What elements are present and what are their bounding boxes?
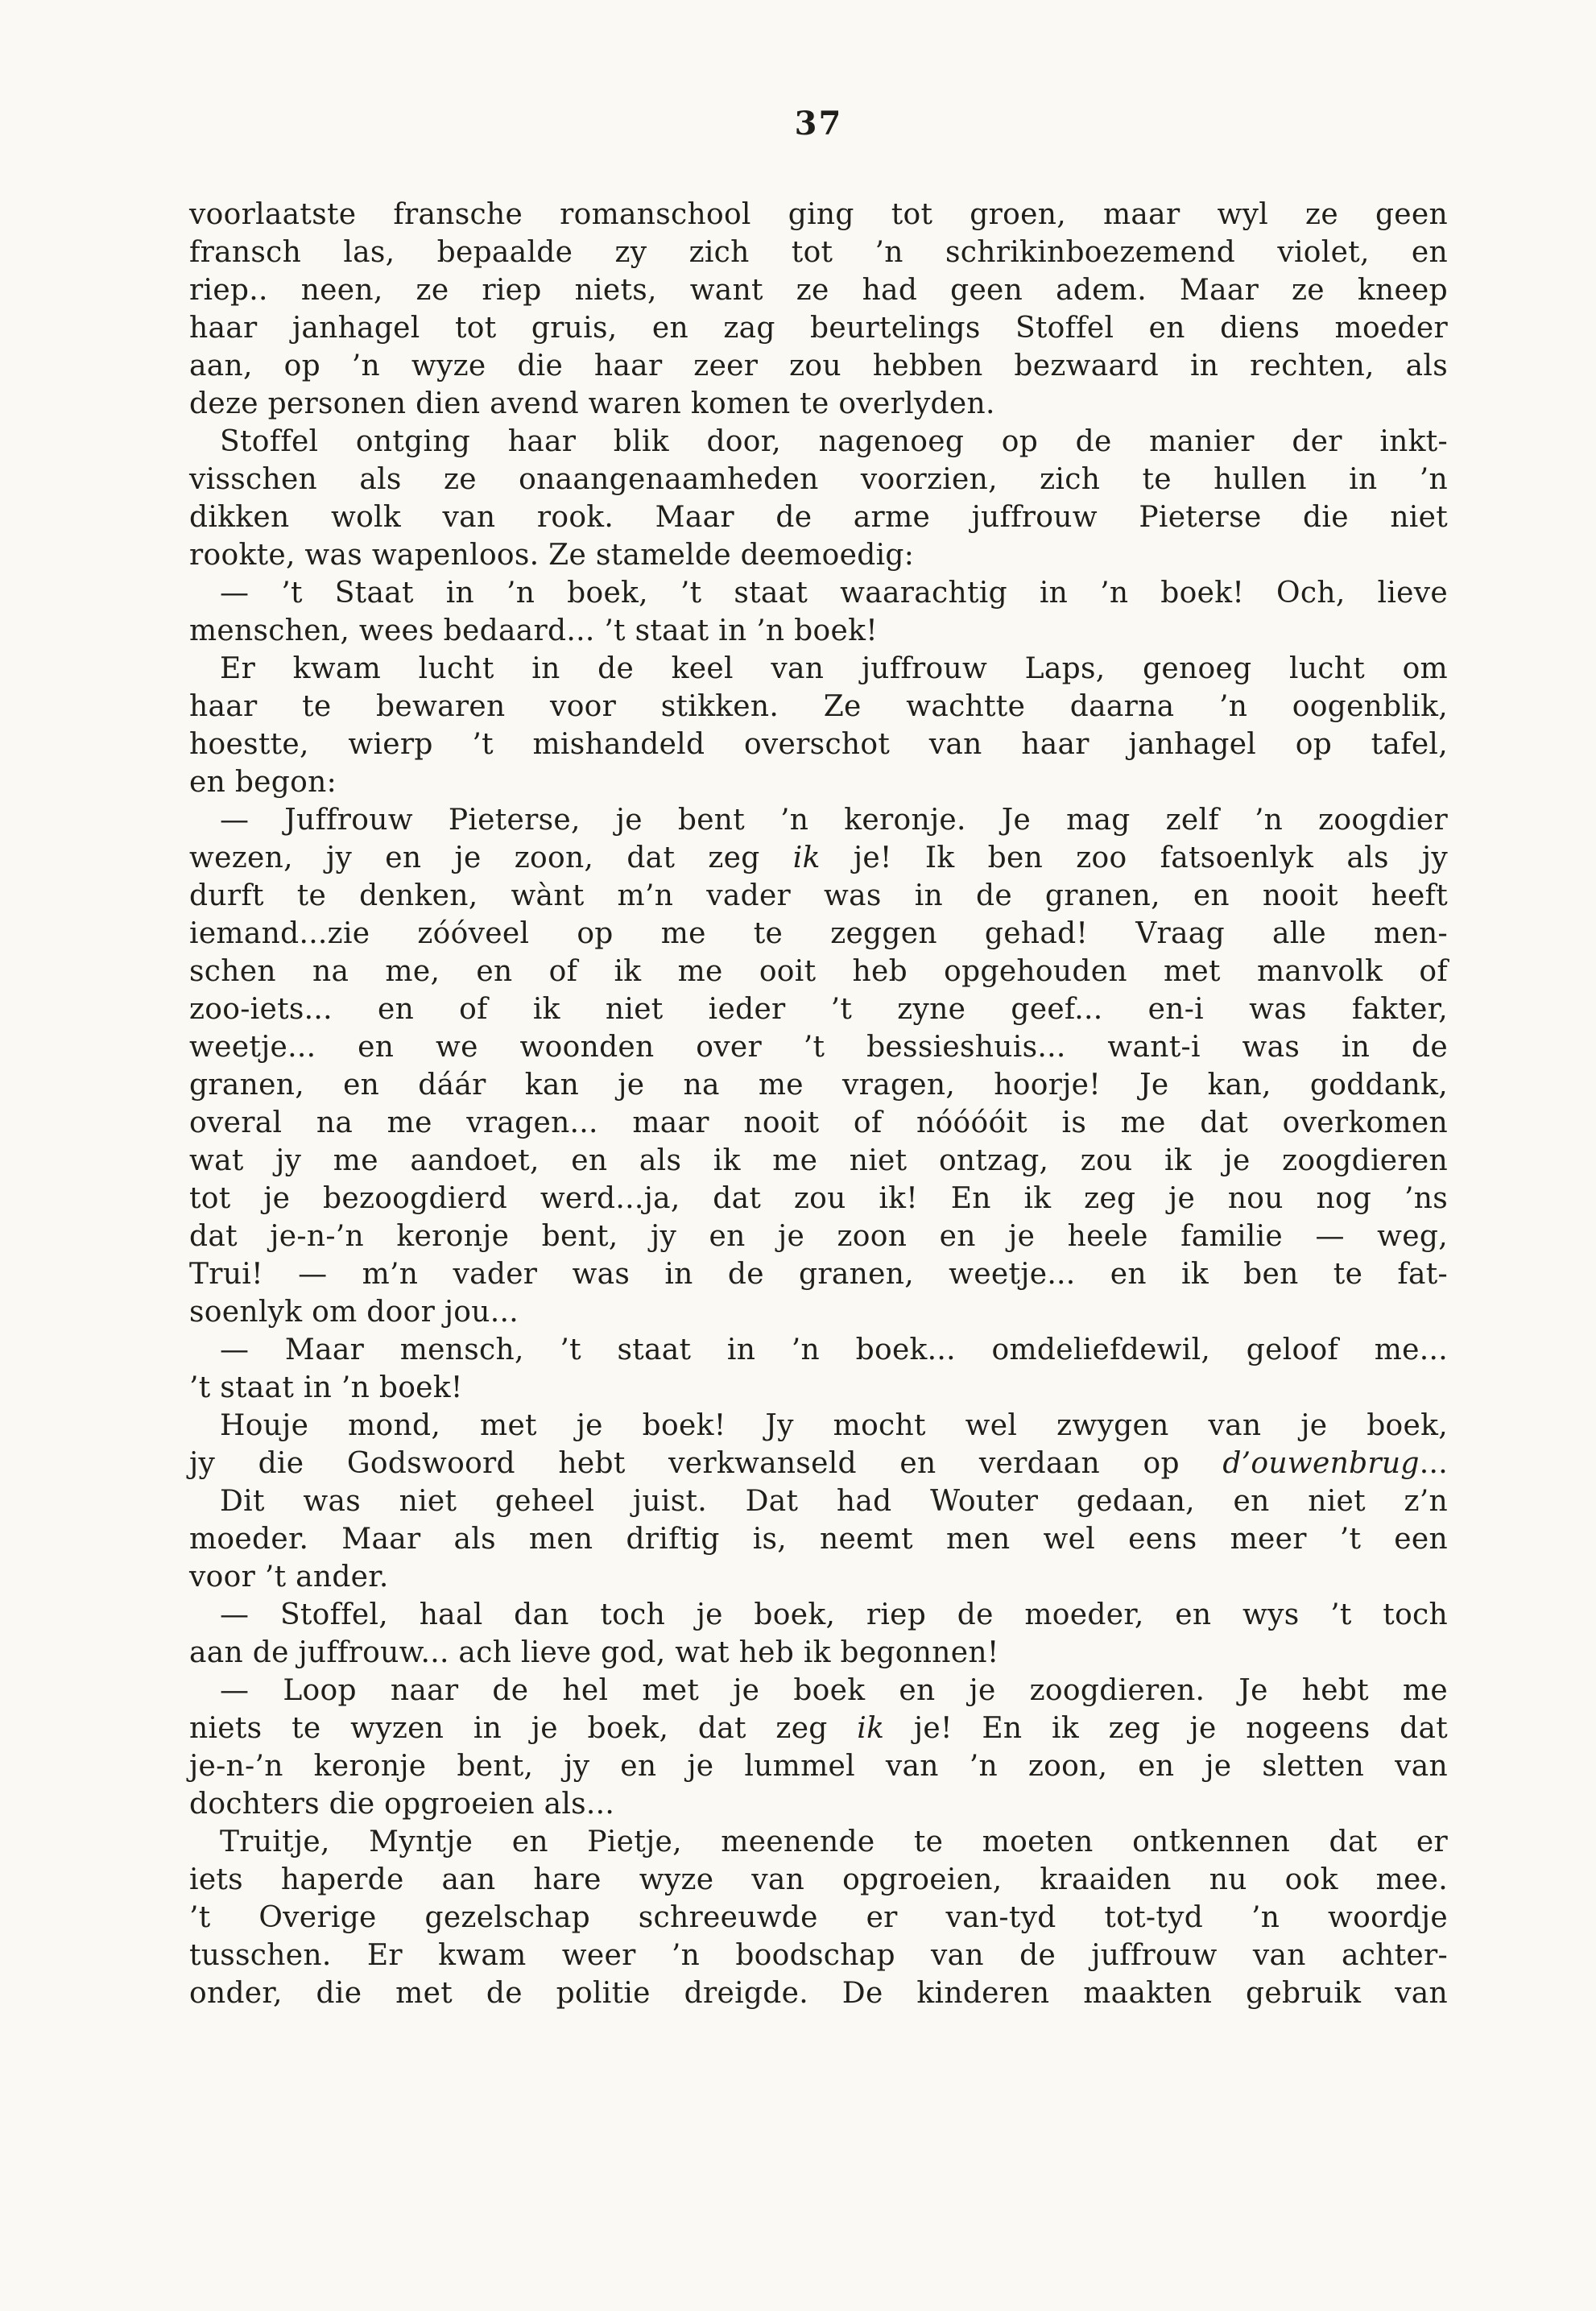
- text-segment: deze personen dien avend waren komen te overlyden.: [189, 387, 995, 420]
- text-segment: ...: [1419, 1447, 1448, 1480]
- text-line: [189, 1899, 1448, 1937]
- text-line: [189, 1369, 1448, 1407]
- text-line: [189, 1558, 1448, 1596]
- text-segment: iets haperde aan hare wyze van opgroeien, kraaiden nu ook mee.: [189, 1863, 1448, 1896]
- emphasis-text: ik: [792, 841, 821, 874]
- text-segment: moeder. Maar als men driftig is, neemt men wel eens meer ’t een: [189, 1523, 1448, 1556]
- text-line: [189, 423, 1448, 461]
- text-line: [189, 612, 1448, 650]
- text-line: [189, 271, 1448, 309]
- text-segment: Trui! — m’n vader was in de granen, weetje... en ik ben te fat-: [189, 1258, 1448, 1291]
- text-line: [189, 536, 1448, 574]
- text-segment: Truitje, Myntje en Pietje, meenende te moeten ontkennen dat er: [220, 1825, 1448, 1858]
- text-line: [189, 990, 1448, 1028]
- text-line: [189, 1142, 1448, 1180]
- text-segment: aan de juffrouw... ach lieve god, wat heb ik begonnen!: [189, 1636, 999, 1669]
- text-line: [189, 877, 1448, 915]
- text-line: [189, 1218, 1448, 1255]
- text-segment: fransch las, bepaalde zy zich tot ’n schrikinboezemend violet, en: [189, 236, 1448, 269]
- text-line: [189, 1861, 1448, 1899]
- text-segment: durft te denken, wànt m’n vader was in de granen, en nooit heeft: [189, 879, 1448, 912]
- text-segment: aan, op ’n wyze die haar zeer zou hebben bezwaard in rechten, als: [189, 349, 1448, 382]
- text-line: [189, 1672, 1448, 1709]
- text-segment: Dit was niet geheel juist. Dat had Wouter gedaan, en niet z’n: [220, 1485, 1448, 1518]
- text-segment: niets te wyzen in je boek, dat zeg: [189, 1712, 858, 1745]
- text-segment: wezen, jy en je zoon, dat zeg: [189, 841, 793, 874]
- text-line: [189, 498, 1448, 536]
- text-segment: haar janhagel tot gruis, en zag beurtelings Stoffel en diens moeder: [189, 312, 1448, 345]
- text-block: [189, 196, 1448, 2012]
- text-line: [189, 461, 1448, 498]
- text-line: [189, 1974, 1448, 2012]
- text-segment: dikken wolk van rook. Maar de arme juffrouw Pieterse die niet: [189, 501, 1448, 534]
- text-line: [189, 1066, 1448, 1104]
- text-line: [189, 839, 1448, 877]
- text-segment: je-n-’n keronje bent, jy en je lummel van ’n zoon, en je sletten van: [189, 1750, 1448, 1783]
- text-segment: — Loop naar de hel met je boek en je zoogdieren. Je hebt me: [220, 1674, 1448, 1707]
- text-line: [189, 1104, 1448, 1142]
- text-segment: — ’t Staat in ’n boek, ’t staat waarachtig in ’n boek! Och, lieve: [220, 577, 1448, 610]
- text-segment: onder, die met de politie dreigde. De kinderen maakten gebruik van: [189, 1977, 1448, 2010]
- text-segment: je! Ik ben zoo fatsoenlyk als jy: [820, 841, 1448, 874]
- text-segment: — Juffrouw Pieterse, je bent ’n keronje. Je mag zelf ’n zoogdier: [220, 804, 1448, 837]
- text-line: [189, 1520, 1448, 1558]
- text-segment: jy die Godswoord hebt verkwanseld en verdaan op: [189, 1447, 1223, 1480]
- text-segment: visschen als ze onaangenaamheden voorzien, zich te hullen in ’n: [189, 463, 1448, 496]
- text-segment: menschen, wees bedaard... ’t staat in ’n boek!: [189, 614, 878, 647]
- text-line: [189, 1937, 1448, 1974]
- text-segment: rookte, was wapenloos. Ze stamelde deemoedig:: [189, 539, 915, 572]
- text-segment: voorlaatste fransche romanschool ging tot groen, maar wyl ze geen: [189, 198, 1448, 231]
- text-line: [189, 1747, 1448, 1785]
- text-segment: iemand...zie zóóveel op me te zeggen gehad! Vraag alle men-: [189, 917, 1448, 950]
- text-line: [189, 196, 1448, 234]
- text-segment: zoo-iets... en of ik niet ieder ’t zyne geef... en-i was fakter,: [189, 993, 1448, 1026]
- text-segment: — Stoffel, haal dan toch je boek, riep de moeder, en wys ’t toch: [220, 1598, 1448, 1631]
- text-line: [189, 801, 1448, 839]
- emphasis-text: ik: [857, 1712, 885, 1745]
- text-segment: tusschen. Er kwam weer ’n boodschap van de juffrouw van achter-: [189, 1939, 1448, 1972]
- text-line: [189, 763, 1448, 801]
- text-segment: tot je bezoogdierd werd...ja, dat zou ik! En ik zeg je nou nog ’ns: [189, 1182, 1448, 1215]
- text-segment: hoestte, wierp ’t mishandeld overschot van haar janhagel op tafel,: [189, 728, 1448, 761]
- text-segment: je! En ik zeg je nogeens dat: [884, 1712, 1448, 1745]
- text-line: [189, 1028, 1448, 1066]
- text-segment: voor ’t ander.: [189, 1561, 389, 1594]
- text-segment: wat jy me aandoet, en als ik me niet ontzag, zou ik je zoogdieren: [189, 1144, 1448, 1177]
- text-line: [189, 1823, 1448, 1861]
- text-segment: ’t Overige gezelschap schreeuwde er van-tyd tot-tyd ’n woordje: [189, 1901, 1448, 1934]
- text-segment: Stoffel ontging haar blik door, nagenoeg op de manier der inkt-: [220, 425, 1448, 458]
- text-segment: ’t staat in ’n boek!: [189, 1371, 463, 1404]
- text-line: [189, 726, 1448, 763]
- text-line: [189, 1407, 1448, 1445]
- text-line: [189, 1482, 1448, 1520]
- text-segment: Houje mond, met je boek! Jy mocht wel zwygen van je boek,: [220, 1409, 1448, 1442]
- text-segment: riep.. neen, ze riep niets, want ze had geen adem. Maar ze kneep: [189, 274, 1448, 307]
- text-line: [189, 234, 1448, 271]
- text-segment: — Maar mensch, ’t staat in ’n boek... omdeliefdewil, geloof me...: [220, 1333, 1448, 1366]
- text-segment: schen na me, en of ik me ooit heb opgehouden met manvolk of: [189, 955, 1448, 988]
- text-line: [189, 385, 1448, 423]
- text-line: [189, 915, 1448, 953]
- text-line: [189, 347, 1448, 385]
- text-line: [189, 1785, 1448, 1823]
- text-line: [189, 1445, 1448, 1482]
- text-line: [189, 1596, 1448, 1634]
- page-number: 37: [794, 105, 843, 143]
- text-segment: dochters die opgroeien als...: [189, 1788, 615, 1821]
- text-segment: soenlyk om door jou...: [189, 1296, 519, 1329]
- text-line: [189, 650, 1448, 688]
- text-segment: overal na me vragen... maar nooit of nóóóóit is me dat overkomen: [189, 1106, 1448, 1139]
- text-segment: weetje... en we woonden over ’t bessieshuis... want-i was in de: [189, 1031, 1448, 1064]
- text-segment: Er kwam lucht in de keel van juffrouw Laps, genoeg lucht om: [220, 652, 1448, 685]
- text-segment: haar te bewaren voor stikken. Ze wachtte daarna ’n oogenblik,: [189, 690, 1448, 723]
- text-line: [189, 1709, 1448, 1747]
- text-segment: dat je-n-’n keronje bent, jy en je zoon en je heele familie — weg,: [189, 1220, 1448, 1253]
- text-line: [189, 1180, 1448, 1218]
- text-line: [189, 1255, 1448, 1293]
- text-line: [189, 1331, 1448, 1369]
- text-segment: en begon:: [189, 766, 337, 799]
- text-line: [189, 1293, 1448, 1331]
- emphasis-text: d’ouwenbrug: [1222, 1447, 1420, 1480]
- text-line: [189, 688, 1448, 726]
- text-segment: granen, en dáár kan je na me vragen, hoorje! Je kan, goddank,: [189, 1069, 1448, 1102]
- text-line: [189, 309, 1448, 347]
- text-line: [189, 1634, 1448, 1672]
- text-line: [189, 953, 1448, 990]
- text-line: [189, 574, 1448, 612]
